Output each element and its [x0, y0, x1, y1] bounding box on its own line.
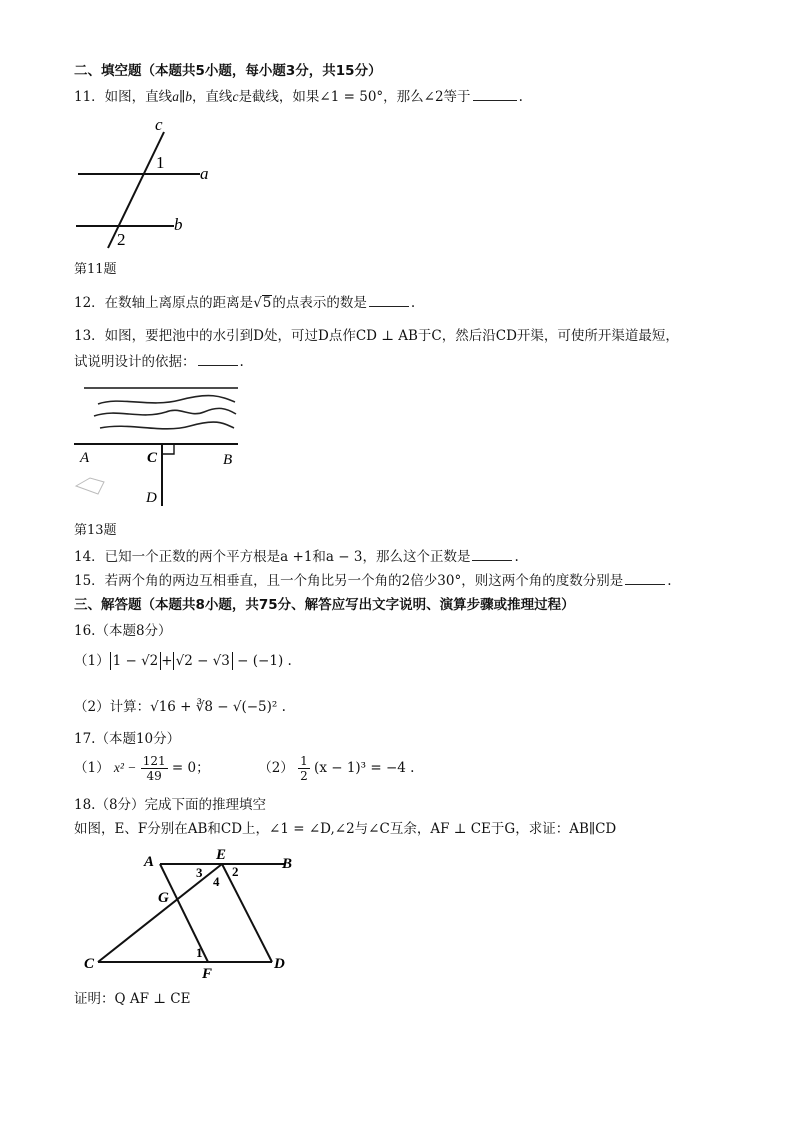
q11-parallel: ∥ [178, 89, 186, 105]
q18-statement: 如图，E、F分别在AB和CD上，∠1 = ∠D,∠2与∠C互余，AF ⊥ CE于G，求证：AB∥CD [74, 821, 617, 837]
q16-p1-tail: − (−1) . [237, 653, 292, 669]
q18-line-ce [98, 864, 222, 962]
question-12 [74, 294, 415, 312]
q13-answer-blank[interactable] [198, 353, 238, 366]
q13-label-A: A [80, 450, 90, 466]
q13-label-B: B [223, 452, 233, 468]
q17-p2-post: (x − 1)³ = −4 . [314, 760, 415, 776]
q18-proof: 证明：Q AF ⊥ CE [74, 991, 191, 1007]
q17-parts [74, 752, 414, 784]
question-14 [74, 548, 519, 566]
q11-var-c: c [232, 89, 239, 104]
q14-text: 14．已知一个正数的两个平方根是a +1和a − 3，那么这个正数是 [74, 549, 471, 565]
q18-line-ed [222, 864, 272, 962]
q18-title: 18.（8分）完成下面的推理填空 [74, 797, 267, 813]
q14-answer-blank[interactable] [472, 548, 512, 561]
q16-p1-abs-a: 1 − √2 [110, 652, 162, 670]
q11-label-a: a [200, 164, 209, 183]
q13-water-wave-1 [98, 396, 235, 404]
q18-figure [72, 844, 304, 984]
q17-title: 17.（本题10分） [74, 731, 181, 747]
q17-p1-label: （1） [74, 760, 110, 776]
q16-part-2 [74, 698, 286, 716]
question-11 [74, 88, 523, 106]
question-15 [74, 572, 672, 590]
q16-part-1 [74, 652, 292, 670]
section-2-heading: 二、填空题（本题共5小题，每小题3分，共15分） [74, 63, 382, 79]
q12-end: . [410, 295, 416, 311]
q18-label-2: 2 [232, 864, 239, 879]
q18-label-B: B [282, 856, 293, 872]
q18-label-E: E [216, 847, 227, 863]
q11-label-1: 1 [156, 153, 165, 172]
q17-p2-den: 2 [300, 769, 308, 783]
q11-text-a: 11．如图，直线 [74, 89, 173, 105]
q13-caption: 第13题 [74, 523, 117, 538]
q17-p1-fraction [141, 754, 168, 783]
q13-end: . [239, 354, 244, 370]
q11-text-b: ，直线 [191, 89, 233, 105]
q17-p2-fraction [298, 754, 310, 783]
q12-text-a: 12．在数轴上离原点的距离是 [74, 295, 254, 311]
q15-answer-blank[interactable] [625, 572, 665, 585]
q17-p1-post: = 0； [171, 760, 210, 776]
q12-sqrt: √5 [253, 295, 272, 311]
q18-label-G: G [158, 890, 169, 906]
q13-figure [70, 378, 242, 510]
q17-p2-num: 1 [300, 754, 308, 768]
q16-title: 16.（本题8分） [74, 623, 172, 639]
q13-line-2-text: 试说明设计的依据： [74, 354, 196, 370]
q11-label-2: 2 [117, 230, 126, 249]
q18-label-4: 4 [213, 874, 220, 889]
q15-text: 15．若两个角的两边互相垂直，且一个角比另一个角的2倍少30°，则这两个角的度数分别是 [74, 573, 624, 589]
q18-label-A: A [144, 854, 155, 870]
section-3-heading: 三、解答题（本题共8小题，共75分、解答应写出文字说明、演算步骤或推理过程） [74, 597, 575, 613]
q13-water-wave-3 [100, 422, 234, 429]
q11-var-a: a [172, 89, 179, 104]
q15-end: . [667, 573, 672, 589]
q14-end: . [514, 549, 519, 565]
q18-label-D: D [274, 956, 285, 972]
q16-p2-expr: √16 + ∛8 − √(−5)² . [150, 699, 286, 715]
q12-text-b: 的点表示的数是 [272, 295, 367, 311]
q11-label-b: b [174, 215, 183, 234]
q11-answer-blank[interactable] [473, 88, 517, 101]
q12-radicand: 5 [262, 295, 272, 311]
q11-caption: 第11题 [74, 262, 117, 277]
q17-p2-label: （2） [258, 760, 294, 776]
q18-label-1: 1 [196, 945, 203, 960]
q11-label-c: c [155, 115, 163, 134]
q11-text-c: 是截线，如果∠1 = 50°，那么∠2等于 [238, 89, 471, 105]
q18-label-C: C [84, 956, 95, 972]
q17-p1-pre: x² − [113, 760, 137, 775]
q13-line-1: 13．如图，要把池中的水引到D处，可过D点作CD ⊥ AB于C，然后沿CD开渠，可使所开渠道最短， [74, 328, 679, 344]
q16-p1-abs-b: √2 − √3 [173, 652, 233, 670]
q17-p1-den: 49 [146, 769, 162, 783]
q11-var-b: b [185, 89, 192, 104]
q13-water-wave-2 [94, 408, 236, 416]
q16-p2-label: （2）计算： [74, 699, 151, 715]
q13-right-angle-mark [162, 444, 174, 454]
q13-label-D: D [146, 490, 157, 506]
q18-label-3: 3 [196, 865, 203, 880]
q17-p1-num: 121 [142, 754, 166, 768]
q13-line-2 [74, 353, 244, 371]
q13-label-C: C [147, 450, 158, 466]
q11-end: . [518, 89, 523, 105]
q16-p1-label: （1） [74, 653, 110, 669]
q11-figure [72, 112, 232, 252]
q18-label-F: F [202, 966, 213, 982]
q12-answer-blank[interactable] [369, 294, 409, 307]
q13-faint-mark [76, 478, 104, 494]
q16-p1-plus: + [161, 653, 173, 669]
